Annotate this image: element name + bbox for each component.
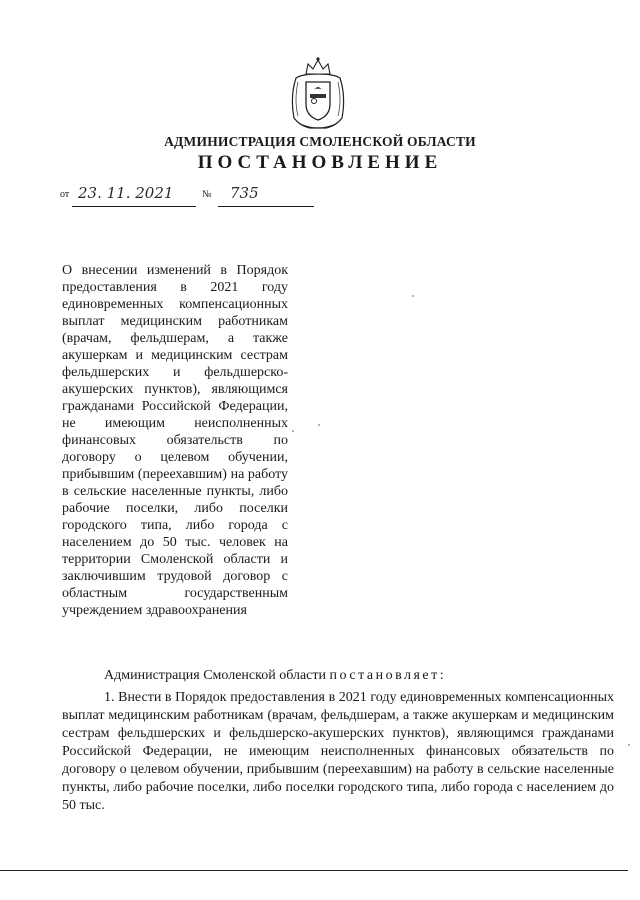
- scan-speck: [412, 295, 414, 297]
- body-paragraph-1: 1. Внести в Порядок предоставления в 2021 году единовременных компенсационных выплат медицинским работникам (врачам, фельдшерам, а также акушеркам и медицинским сестрам фельдшерских и фельдшерско-акушерских пунктов), являющимся гражданами Российской Федерации, не имеющим неисполненных финансовых обязательств по договору о целевом обучении, прибывшим (переехавшим) на работу в сельские населенные пункты, либо рабочие поселки, либо поселки городского типа, либо города с населением до 50 тыс.: [62, 690, 614, 813]
- scan-speck: [292, 430, 294, 432]
- page-bottom-edge: [0, 870, 628, 871]
- date-value: 23. 11. 2021: [78, 184, 174, 202]
- decree-clause: [104, 667, 446, 685]
- decree-prefix: Администрация Смоленской области: [104, 668, 327, 683]
- document-type-title: ПОСТАНОВЛЕНИЕ: [197, 152, 443, 173]
- scan-speck: [318, 424, 320, 426]
- number-value: 735: [230, 184, 259, 202]
- number-field: [218, 186, 314, 207]
- scan-speck: [628, 744, 630, 746]
- decree-verb: постановляет:: [329, 668, 447, 683]
- organization-name: АДМИНИСТРАЦИЯ СМОЛЕНСКОЙ ОБЛАСТИ: [164, 134, 476, 149]
- date-label: от: [60, 189, 70, 200]
- smolensk-coat-of-arms-icon: [286, 56, 350, 134]
- number-label: №: [202, 189, 212, 200]
- document-subject: О внесении изменений в Порядок предоставления в 2021 году единовременных компенсационных выплат медицинским работникам (врачам, фельдшерам, а также акушеркам и медицинским сестрам фельдшерских и фельдшерско-акушерских пунктов), являющимся гражданами Российской Федерации, не имеющим неисполненных финансовых обязательств по договору о целевом обучении, прибывшим (переехавшим) на работу в сельские населенные пункты, либо рабочие поселки, либо поселки городского типа, либо города с населением до 50 тыс. человек на территории Смоленской области и заключившим трудовой договор с областным государственным учреждением здравоохранения: [62, 263, 288, 618]
- date-field: [72, 186, 196, 207]
